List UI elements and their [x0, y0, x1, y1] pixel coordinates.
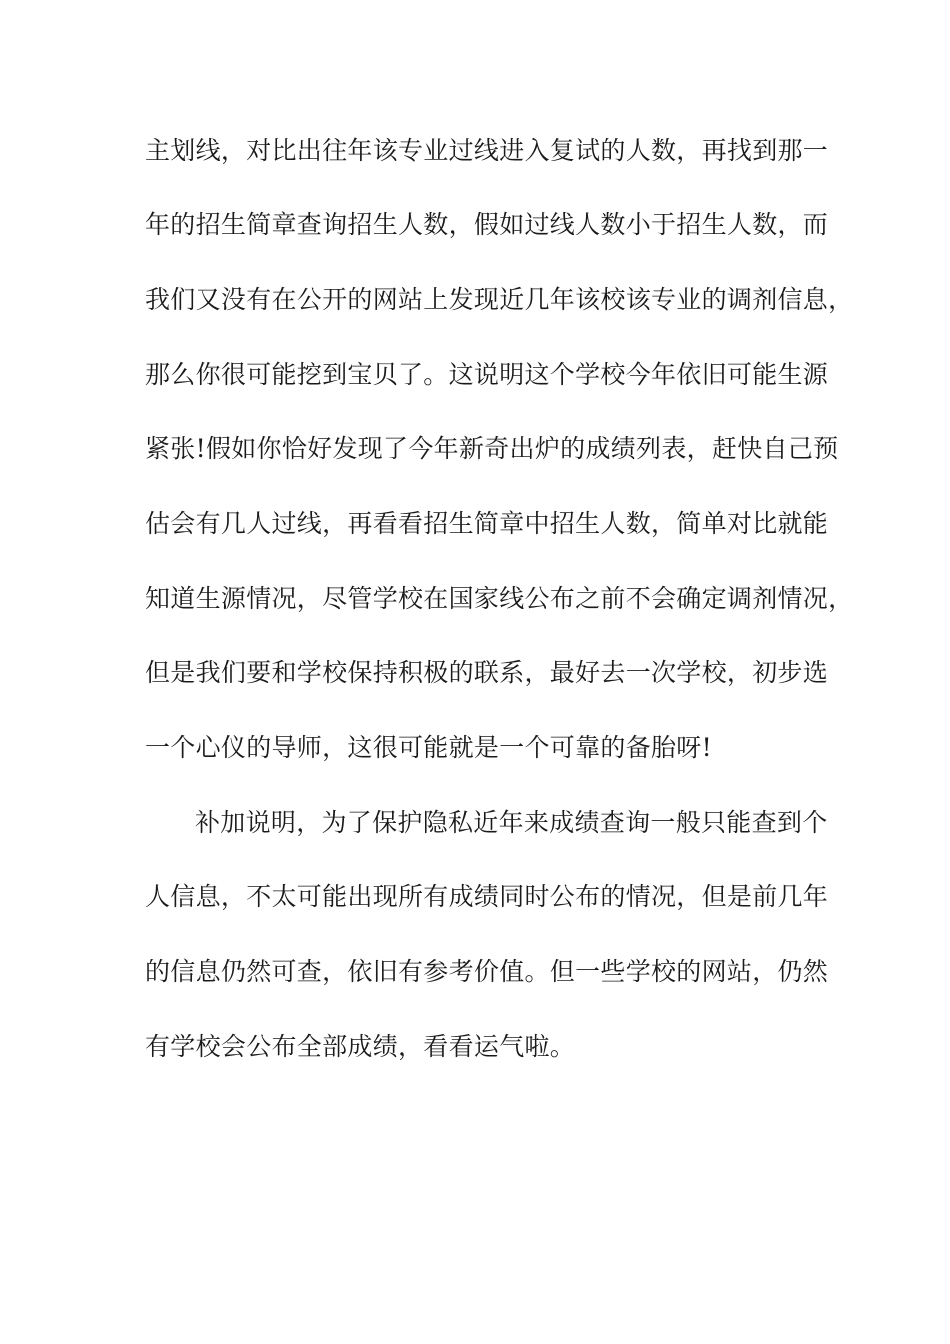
text-line: 紧张!假如你恰好发现了今年新奇出炉的成绩列表，赶快自己预 [145, 434, 839, 463]
text-line: 那么你很可能挖到宝贝了。这说明这个学校今年依旧可能生源 [145, 360, 829, 389]
text-line: 但是我们要和学校保持积极的联系，最好去一次学校，初步选 [145, 658, 829, 687]
text-line: 有学校会公布全部成绩，看看运气啦。 [145, 1032, 576, 1061]
text-line: 的信息仍然可查，依旧有参考价值。但一些学校的网站，仍然 [145, 957, 829, 986]
text-line: 知道生源情况，尽管学校在国家线公布之前不会确定调剂情况， [145, 584, 854, 613]
text-line: 我们又没有在公开的网站上发现近几年该校该专业的调剂信息， [145, 285, 854, 314]
text-line: 年的招生简章查询招生人数，假如过线人数小于招生人数，而 [145, 210, 829, 239]
text-line: 一个心仪的导师，这很可能就是一个可靠的备胎呀! [145, 733, 712, 762]
text-line: 人信息，不太可能出现所有成绩同时公布的情况，但是前几年 [145, 882, 829, 911]
text-line: 主划线，对比出往年该专业过线进入复试的人数，再找到那一 [145, 136, 829, 165]
paragraph-first-line: 补加说明，为了保护隐私近年来成绩查询一般只能查到个 [195, 808, 828, 837]
text-line: 估会有几人过线，再看看招生简章中招生人数，简单对比就能 [145, 509, 829, 538]
